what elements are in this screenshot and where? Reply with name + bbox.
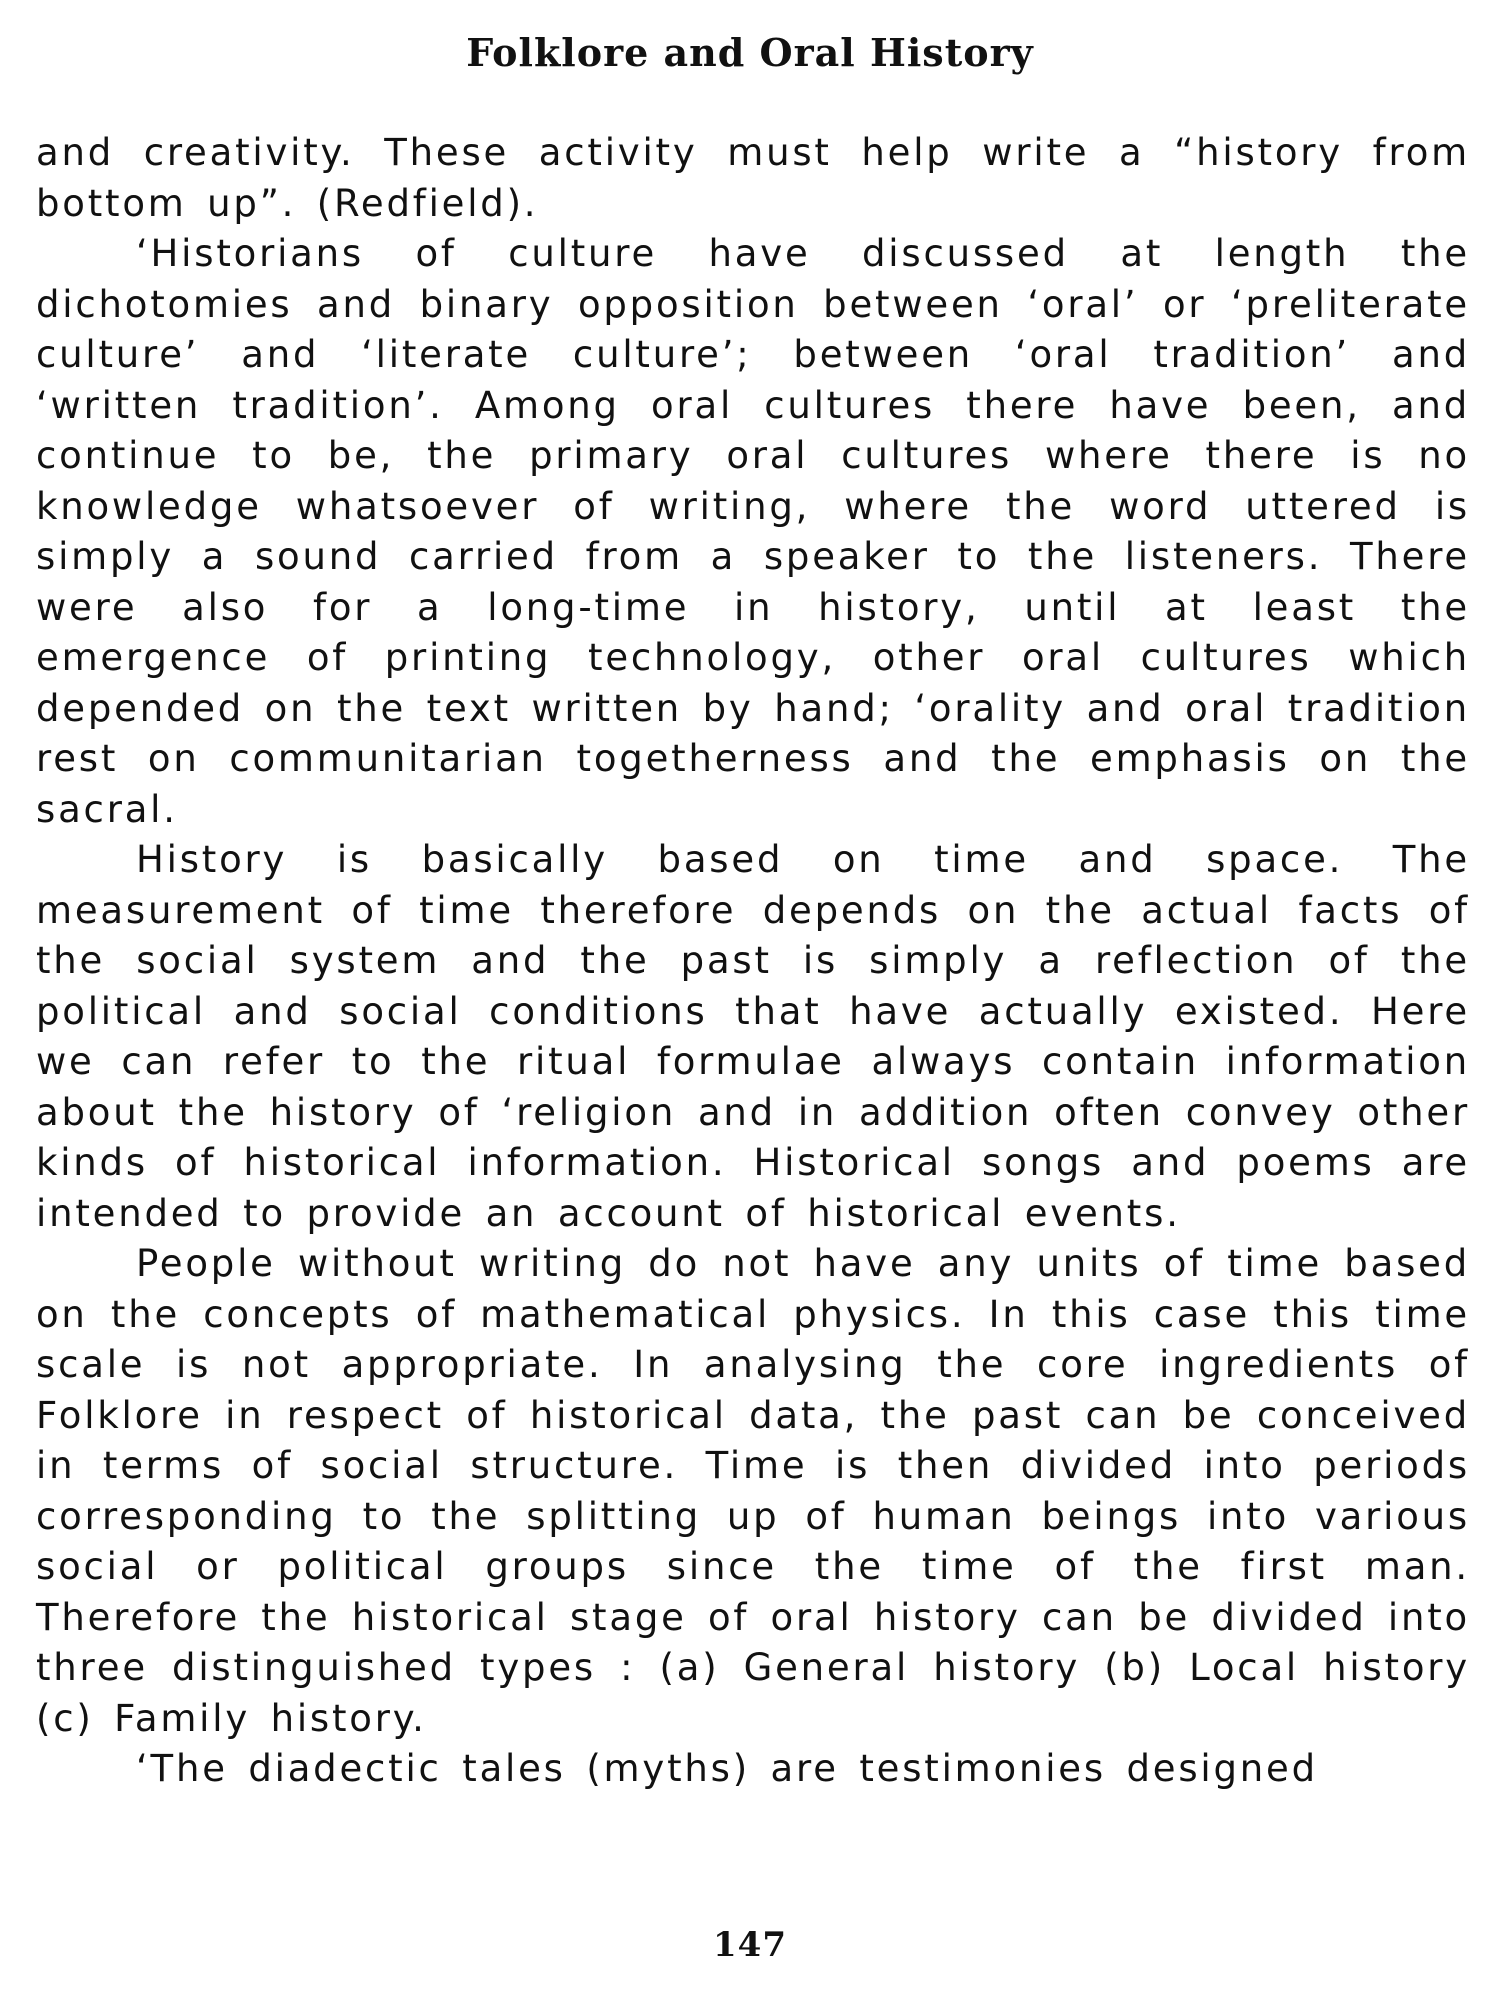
running-head: Folklore and Oral History <box>466 30 1034 75</box>
page-number: 147 <box>713 1925 787 1965</box>
paragraph-diadectic-tales: ‘The diadectic tales (myths) are testimonies designed <box>136 1747 1318 1790</box>
paragraph-historians-of-culture: ‘Historians of culture have discussed at length the dichotomies and binary opposition between ‘oral’ or ‘preliterate culture’ and ‘literate culture’; between ‘oral tradition’ and ‘written tradition’. Among oral cultures there have been, and continue to be, the primary oral cultures where there is no knowledge whatsoever of writing, where the word uttered is simply a sound carried from a speaker to the listeners. There were also for a long-time in history, until at least the emergence of printing technology, other oral cultures which depended on the text written by hand; ‘orality and oral tradition rest on communitarian togetherness and the emphasis on the sacral. <box>36 232 1470 831</box>
paragraph-time-and-space: History is basically based on time and space. The measurement of time therefore depends on the actual facts of the social system and the past is simply a reflection of the political and social conditions that have actually existed. Here we can refer to the ritual formulae always contain information about the history of ‘religion and in addition often convey other kinds of historical information. Historical songs and poems are intended to provide an account of historical events. <box>36 838 1470 1235</box>
body-text <box>36 128 1470 1795</box>
paragraph-continuation: and creativity. These activity must help write a “history from bottom up”. (Redfield). <box>36 131 1470 225</box>
paragraph-people-without-writing: People without writing do not have any units of time based on the concepts of mathematical physics. In this case this time scale is not appropriate. In analysing the core ingredients of Folklore in respect of historical data, the past can be conceived in terms of social structure. Time is then divided into periods corresponding to the splitting up of human beings into various social or political groups since the time of the first man. Therefore the historical stage of oral history can be divided into three distinguished types : (a) General history (b) Local history (c) Family history. <box>36 1242 1470 1740</box>
